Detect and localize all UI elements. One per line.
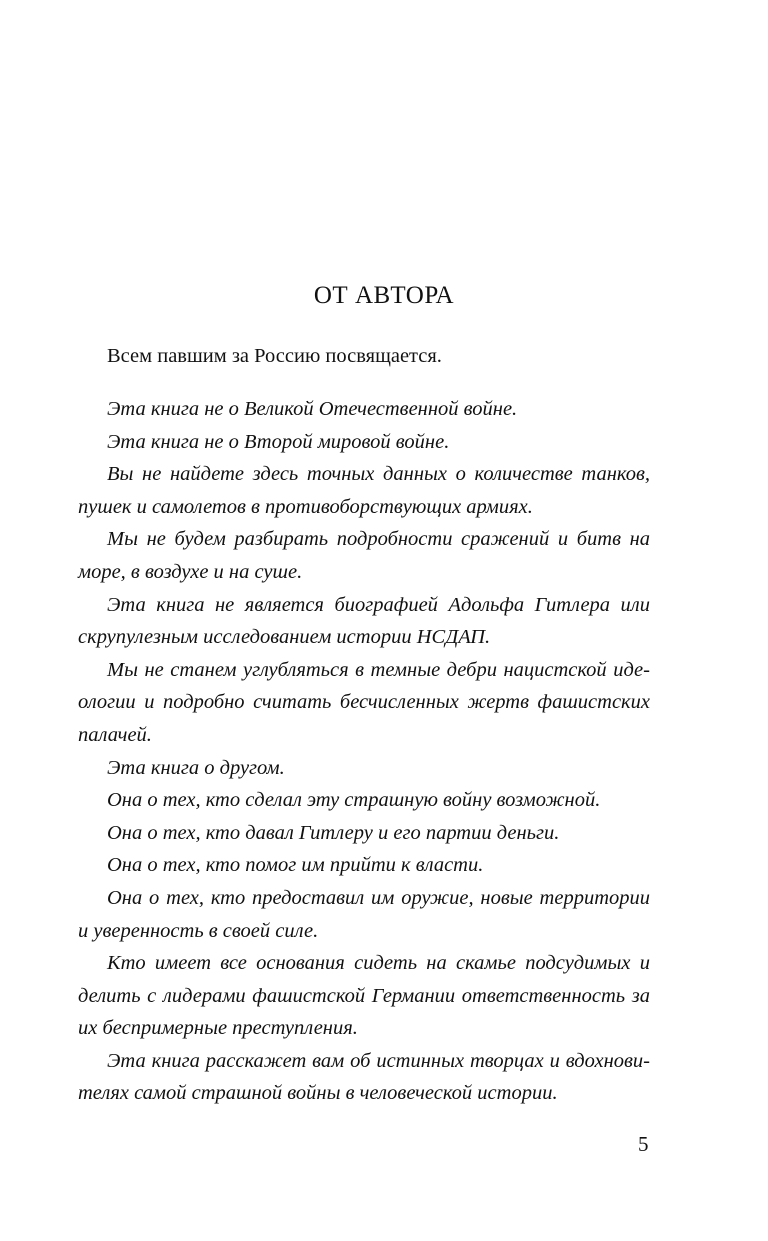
text-line: Эта книга не о Великой Отечественной войне. — [107, 398, 518, 420]
text-line: Мы не будем разбирать подробности сражений и битв на — [107, 528, 650, 551]
paragraph — [78, 784, 650, 817]
text-line: ологии и подробно считать бесчисленных жертв фашистских — [78, 691, 650, 714]
text-line: делить с лидерами фашистской Германии ответственность за — [78, 984, 650, 1007]
paragraph — [78, 458, 650, 523]
chapter-title: ОТ АВТОРА — [313, 282, 455, 309]
paragraph — [78, 1045, 650, 1110]
text-line: Эта книга не о Второй мировой войне. — [107, 430, 450, 453]
text-line: палачей. — [78, 723, 152, 746]
text-line: и уверенность в своей силе. — [78, 919, 319, 942]
paragraph — [78, 882, 650, 947]
text-line: скрупулезным исследованием истории НСДАП. — [78, 626, 491, 649]
paragraph — [78, 752, 650, 785]
paragraph — [78, 589, 650, 654]
text-line: Она о тех, кто помог им прийти к власти. — [107, 854, 484, 877]
text-line: Эта книга о другом. — [107, 756, 285, 779]
paragraph — [78, 426, 650, 459]
text-line: их беспримерные преступления. — [78, 1017, 358, 1040]
text-line: Она о тех, кто сделал эту страшную войну возможной. — [107, 789, 601, 812]
text-line: Мы не станем углубляться в темные дебри нацистской иде- — [107, 658, 650, 681]
text-line: Кто имеет все основания сидеть на скамье подсудимых и — [107, 952, 650, 975]
paragraph — [78, 523, 650, 588]
text-line: Она о тех, кто предоставил им оружие, новые территории — [107, 886, 650, 909]
text-line: Вы не найдете здесь точных данных о количестве танков, — [107, 463, 650, 486]
text-line: Эта книга расскажет вам об истинных творцах и вдохнови- — [107, 1049, 650, 1072]
paragraph — [78, 654, 650, 752]
body-text — [78, 393, 650, 1110]
text-line: море, в воздухе и на суше. — [78, 560, 303, 583]
dedication-text: Всем павшим за Россию посвящается. — [107, 345, 442, 367]
paragraph — [78, 849, 650, 882]
page-number: 5 — [638, 1132, 649, 1156]
text-line: Она о тех, кто давал Гитлеру и его партии деньги. — [107, 821, 560, 844]
text-line: телях самой страшной войны в человеческой истории. — [78, 1082, 558, 1105]
paragraph — [78, 817, 650, 850]
text-line: Эта книга не является биографией Адольфа Гитлера или — [107, 593, 650, 616]
dedication — [78, 340, 650, 373]
paragraph — [78, 947, 650, 1045]
text-line: пушек и самолетов в противоборствующих армиях. — [78, 495, 533, 518]
paragraph — [78, 393, 650, 426]
